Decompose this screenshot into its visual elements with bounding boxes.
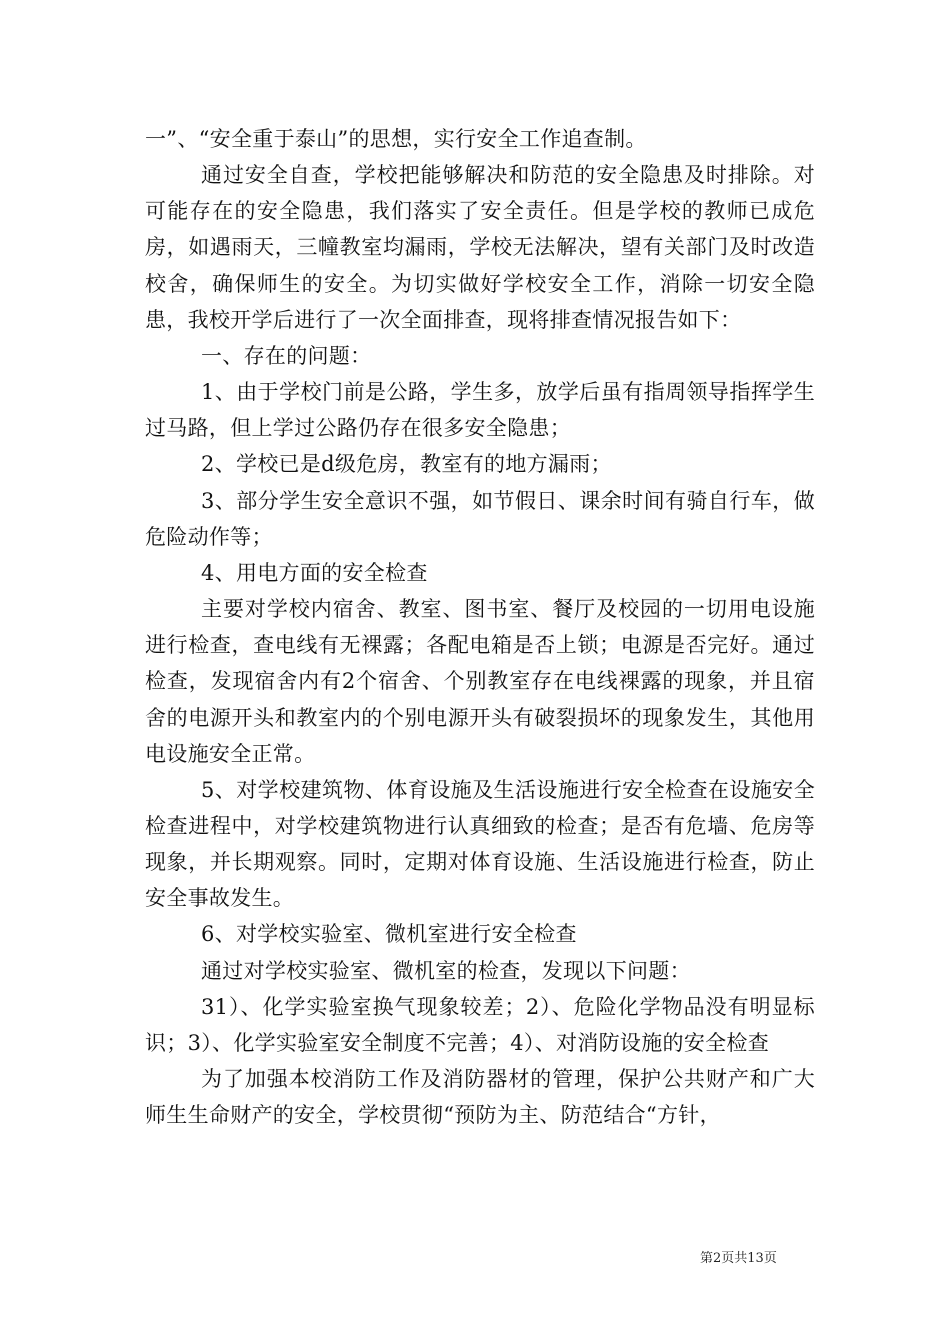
paragraph-lab-findings: 31）、化学实验室换气现象较差；2）、危险化学物品没有明显标识；3）、化学实验室安全制度不完善；4）、对消防设施的安全检查 (145, 994, 815, 1055)
document-body (145, 121, 815, 1133)
section-heading-problems: 一、存在的问题： (201, 343, 372, 368)
list-item-1: 1、由于学校门前是公路，学生多，放学后虽有指周领导指挥学生过马路，但上学过公路仍存在很多安全隐患； (145, 380, 815, 441)
paragraph-lab-findings-intro: 通过对学校实验室、微机室的检查，发现以下问题： (201, 958, 691, 983)
list-item-5: 5、对学校建筑物、体育设施及生活设施进行安全检查在设施安全检查进程中，对学校建筑物进行认真细致的检查；是否有危墙、危房等现象，并长期观察。同时，定期对体育设施、生活设施进行检查，防止安全事故发生。 (145, 777, 815, 911)
list-item-2: 2、学校已是d级危房，教室有的地方漏雨； (201, 452, 612, 477)
list-item-6: 6、对学校实验室、微机室进行安全检查 (201, 922, 577, 947)
page-number-footer: 第2页共13页 (700, 1251, 777, 1266)
paragraph-fire-safety: 为了加强本校消防工作及消防器材的管理，保护公共财产和广大师生生命财产的安全，学校贯彻“预防为主、防范结合“方针， (145, 1067, 815, 1128)
paragraph-continuation: 一”、“安全重于泰山”的思想，实行安全工作追查制。 (145, 127, 647, 151)
paragraph-self-inspection: 通过安全自查，学校把能够解决和防范的安全隐患及时排除。对可能存在的安全隐患，我们落实了安全责任。但是学校的教师已成危房，如遇雨天，三幢教室均漏雨，学校无法解决，望有关部门及时改造校舍，确保师生的安全。为切实做好学校安全工作，消除一切安全隐患，我校开学后进行了一次全面排查，现将排查情况报告如下： (145, 163, 815, 332)
list-item-3: 3、部分学生安全意识不强，如节假日、课余时间有骑自行车，做危险动作等； (145, 488, 815, 549)
paragraph-electrical-check: 主要对学校内宿舍、教室、图书室、餐厅及校园的一切用电设施进行检查，查电线有无裸露；各配电箱是否上锁；电源是否完好。通过检查，发现宿舍内有2个宿舍、个别教室存在电线裸露的现象，并且宿舍的电源开头和教室内的个别电源开头有破裂损坏的现象发生，其他用电设施安全正常。 (145, 597, 815, 766)
list-item-4: 4、用电方面的安全检查 (201, 560, 428, 585)
